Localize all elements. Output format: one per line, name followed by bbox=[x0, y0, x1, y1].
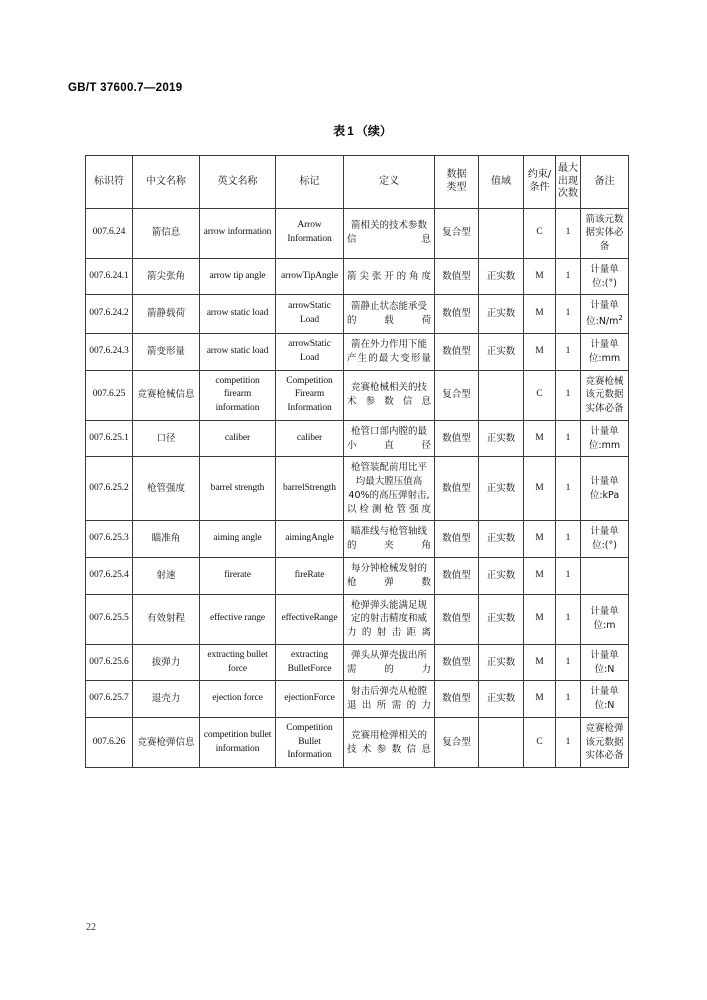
cell-chinese-name: 箭信息 bbox=[133, 208, 200, 258]
cell-data-type: 数值型 bbox=[435, 521, 479, 558]
cell-tag: arrowStatic Load bbox=[276, 295, 344, 334]
cell-data-type: 复合型 bbox=[435, 370, 479, 420]
cell-identifier: 007.6.25.1 bbox=[86, 420, 133, 457]
cell-constraint: C bbox=[524, 208, 556, 258]
cell-definition: 枪弹弹头能满足规定的射击精度和威力的射击距离 bbox=[344, 594, 435, 644]
cell-definition: 射击后弹壳从枪膛退出所需的力 bbox=[344, 681, 435, 718]
cell-data-type: 数值型 bbox=[435, 420, 479, 457]
cell-english-name: effective range bbox=[200, 594, 276, 644]
table-row bbox=[86, 295, 629, 334]
header-data-type-line2: 类型 bbox=[446, 181, 467, 193]
cell-remark: 计量单位:mm bbox=[581, 334, 629, 371]
cell-english-name: competition bullet information bbox=[200, 717, 276, 767]
cell-value-domain: 正实数 bbox=[479, 594, 524, 644]
cell-data-type: 数值型 bbox=[435, 681, 479, 718]
cell-data-type: 数值型 bbox=[435, 557, 479, 594]
cell-max-occurs: 1 bbox=[556, 370, 581, 420]
cell-definition: 箭在外力作用下能产生的最大变形量 bbox=[344, 334, 435, 371]
cell-value-domain bbox=[479, 370, 524, 420]
cell-max-occurs: 1 bbox=[556, 717, 581, 767]
header-data-type-line1: 数据 bbox=[446, 169, 467, 181]
cell-constraint: M bbox=[524, 420, 556, 457]
cell-definition: 弹头从弹壳拔出所需的力 bbox=[344, 644, 435, 681]
table-row bbox=[86, 521, 629, 558]
table-caption-suffix: （续） bbox=[355, 124, 392, 138]
cell-remark: 竞赛枪弹该元数据实体必备 bbox=[581, 717, 629, 767]
cell-identifier: 007.6.25 bbox=[86, 370, 133, 420]
cell-english-name: ejection force bbox=[200, 681, 276, 718]
table-row bbox=[86, 644, 629, 681]
cell-tag: fireRate bbox=[276, 557, 344, 594]
cell-remark: 计量单位:N bbox=[581, 644, 629, 681]
cell-definition: 瞄准线与枪管轴线的夹角 bbox=[344, 521, 435, 558]
cell-definition: 箭静止状态能承受的载荷 bbox=[344, 295, 435, 334]
cell-constraint: M bbox=[524, 258, 556, 295]
table-caption-number: 1 bbox=[347, 124, 354, 138]
table-row bbox=[86, 557, 629, 594]
cell-value-domain bbox=[479, 717, 524, 767]
cell-chinese-name: 箭静载荷 bbox=[133, 295, 200, 334]
cell-remark: 计量单位:N bbox=[581, 681, 629, 718]
cell-constraint: C bbox=[524, 717, 556, 767]
cell-constraint: M bbox=[524, 457, 556, 521]
cell-data-type: 数值型 bbox=[435, 457, 479, 521]
cell-max-occurs: 1 bbox=[556, 457, 581, 521]
cell-max-occurs: 1 bbox=[556, 557, 581, 594]
cell-identifier: 007.6.25.5 bbox=[86, 594, 133, 644]
metadata-spec-table bbox=[85, 155, 629, 768]
cell-value-domain: 正实数 bbox=[479, 334, 524, 371]
cell-tag: Arrow Information bbox=[276, 208, 344, 258]
table-row bbox=[86, 681, 629, 718]
header-data-type bbox=[435, 156, 479, 209]
cell-remark: 计量单位$:N/m^2$ bbox=[581, 295, 629, 334]
cell-chinese-name: 箭变形量 bbox=[133, 334, 200, 371]
cell-constraint: M bbox=[524, 594, 556, 644]
cell-chinese-name: 射速 bbox=[133, 557, 200, 594]
cell-remark: 计量单位:mm bbox=[581, 420, 629, 457]
cell-value-domain: 正实数 bbox=[479, 295, 524, 334]
cell-constraint: M bbox=[524, 557, 556, 594]
cell-english-name: arrow static load bbox=[200, 334, 276, 371]
table-row bbox=[86, 258, 629, 295]
table-row bbox=[86, 457, 629, 521]
cell-max-occurs: 1 bbox=[556, 258, 581, 295]
cell-definition: 箭尖张开的角度 bbox=[344, 258, 435, 295]
cell-value-domain: 正实数 bbox=[479, 644, 524, 681]
cell-english-name: arrow tip angle bbox=[200, 258, 276, 295]
cell-identifier: 007.6.25.7 bbox=[86, 681, 133, 718]
cell-english-name: caliber bbox=[200, 420, 276, 457]
cell-value-domain: 正实数 bbox=[479, 681, 524, 718]
header-remarks: 备注 bbox=[581, 156, 629, 209]
cell-definition: 枪管装配前用比平均最大膛压值高 40%的高压弹射击,以检测枪管强度 bbox=[344, 457, 435, 521]
header-english-name: 英文名称 bbox=[200, 156, 276, 209]
table-header bbox=[86, 156, 629, 209]
header-max-occurs-line2: 出现 bbox=[558, 175, 578, 187]
cell-identifier: 007.6.25.3 bbox=[86, 521, 133, 558]
header-max-occurs-line1: 最大 bbox=[558, 163, 578, 174]
cell-tag: arrowStatic Load bbox=[276, 334, 344, 371]
cell-identifier: 007.6.24.3 bbox=[86, 334, 133, 371]
header-value-domain: 值域 bbox=[479, 156, 524, 209]
cell-definition: 竞赛枪械相关的技术参数信息 bbox=[344, 370, 435, 420]
cell-data-type: 数值型 bbox=[435, 334, 479, 371]
cell-tag: Competition Firearm Information bbox=[276, 370, 344, 420]
header-definition: 定义 bbox=[344, 156, 435, 209]
table-row bbox=[86, 717, 629, 767]
cell-english-name: arrow static load bbox=[200, 295, 276, 334]
table-row bbox=[86, 334, 629, 371]
cell-identifier: 007.6.24 bbox=[86, 208, 133, 258]
table-caption bbox=[0, 122, 707, 139]
cell-data-type: 数值型 bbox=[435, 594, 479, 644]
cell-constraint: M bbox=[524, 334, 556, 371]
cell-chinese-name: 瞄准角 bbox=[133, 521, 200, 558]
cell-definition: 箭相关的技术参数信息 bbox=[344, 208, 435, 258]
table-header-row bbox=[86, 156, 629, 209]
header-identifier: 标识符 bbox=[86, 156, 133, 209]
cell-definition: 每分钟枪械发射的枪弹数 bbox=[344, 557, 435, 594]
cell-tag: extracting BulletForce bbox=[276, 644, 344, 681]
cell-remark bbox=[581, 557, 629, 594]
cell-identifier: 007.6.25.4 bbox=[86, 557, 133, 594]
cell-chinese-name: 竞赛枪械信息 bbox=[133, 370, 200, 420]
header-chinese-name: 中文名称 bbox=[133, 156, 200, 209]
cell-tag: arrowTipAngle bbox=[276, 258, 344, 295]
cell-value-domain: 正实数 bbox=[479, 557, 524, 594]
cell-max-occurs: 1 bbox=[556, 594, 581, 644]
cell-tag: caliber bbox=[276, 420, 344, 457]
cell-data-type: 数值型 bbox=[435, 295, 479, 334]
spec-table-container bbox=[85, 155, 622, 768]
cell-chinese-name: 口径 bbox=[133, 420, 200, 457]
page-number: 22 bbox=[86, 922, 96, 933]
table-row bbox=[86, 420, 629, 457]
header-constraint bbox=[524, 156, 556, 209]
header-constraint-line2: 条件 bbox=[529, 181, 550, 193]
cell-english-name: competition firearm information bbox=[200, 370, 276, 420]
standard-code-header: GB/T 37600.7—2019 bbox=[68, 82, 183, 94]
table-row bbox=[86, 208, 629, 258]
cell-data-type: 复合型 bbox=[435, 717, 479, 767]
cell-value-domain: 正实数 bbox=[479, 420, 524, 457]
table-caption-prefix: 表 bbox=[333, 124, 346, 138]
cell-constraint: M bbox=[524, 295, 556, 334]
cell-max-occurs: 1 bbox=[556, 334, 581, 371]
header-constraint-line1: 约束/ bbox=[527, 169, 552, 181]
cell-english-name: aiming angle bbox=[200, 521, 276, 558]
cell-constraint: C bbox=[524, 370, 556, 420]
header-max-occurs-line3: 次数 bbox=[558, 188, 578, 199]
cell-max-occurs: 1 bbox=[556, 208, 581, 258]
cell-max-occurs: 1 bbox=[556, 521, 581, 558]
cell-chinese-name: 退壳力 bbox=[133, 681, 200, 718]
cell-constraint: M bbox=[524, 644, 556, 681]
cell-remark: 竞赛枪械该元数据实体必备 bbox=[581, 370, 629, 420]
cell-max-occurs: 1 bbox=[556, 644, 581, 681]
cell-chinese-name: 拔弹力 bbox=[133, 644, 200, 681]
cell-max-occurs: 1 bbox=[556, 420, 581, 457]
cell-identifier: 007.6.24.1 bbox=[86, 258, 133, 295]
cell-value-domain bbox=[479, 208, 524, 258]
table-body bbox=[86, 208, 629, 768]
cell-tag: effectiveRange bbox=[276, 594, 344, 644]
cell-identifier: 007.6.26 bbox=[86, 717, 133, 767]
cell-value-domain: 正实数 bbox=[479, 521, 524, 558]
cell-constraint: M bbox=[524, 681, 556, 718]
cell-english-name: barrel strength bbox=[200, 457, 276, 521]
cell-definition: 竞赛用枪弹相关的技术参数信息 bbox=[344, 717, 435, 767]
cell-data-type: 数值型 bbox=[435, 258, 479, 295]
cell-chinese-name: 竞赛枪弹信息 bbox=[133, 717, 200, 767]
cell-remark: 计量单位:(°) bbox=[581, 521, 629, 558]
cell-constraint: M bbox=[524, 521, 556, 558]
header-tag: 标记 bbox=[276, 156, 344, 209]
cell-data-type: 数值型 bbox=[435, 644, 479, 681]
cell-value-domain: 正实数 bbox=[479, 457, 524, 521]
cell-max-occurs: 1 bbox=[556, 681, 581, 718]
cell-identifier: 007.6.25.6 bbox=[86, 644, 133, 681]
cell-english-name: arrow information bbox=[200, 208, 276, 258]
cell-chinese-name: 箭尖张角 bbox=[133, 258, 200, 295]
cell-remark: 计量单位:(°) bbox=[581, 258, 629, 295]
cell-tag: ejectionForce bbox=[276, 681, 344, 718]
cell-max-occurs: 1 bbox=[556, 295, 581, 334]
cell-english-name: firerate bbox=[200, 557, 276, 594]
cell-identifier: 007.6.25.2 bbox=[86, 457, 133, 521]
table-row bbox=[86, 370, 629, 420]
cell-remark: 计量单位:kPa bbox=[581, 457, 629, 521]
cell-tag: Competition Bullet Information bbox=[276, 717, 344, 767]
cell-remark: 箭该元数据实体必备 bbox=[581, 208, 629, 258]
table-row bbox=[86, 594, 629, 644]
cell-english-name: extracting bullet force bbox=[200, 644, 276, 681]
cell-definition: 枪管口部内膛的最小直径 bbox=[344, 420, 435, 457]
cell-tag: aimingAngle bbox=[276, 521, 344, 558]
cell-chinese-name: 枪管强度 bbox=[133, 457, 200, 521]
cell-value-domain: 正实数 bbox=[479, 258, 524, 295]
cell-chinese-name: 有效射程 bbox=[133, 594, 200, 644]
cell-identifier: 007.6.24.2 bbox=[86, 295, 133, 334]
cell-tag: barrelStrength bbox=[276, 457, 344, 521]
cell-remark: 计量单位:m bbox=[581, 594, 629, 644]
header-max-occurs bbox=[556, 156, 581, 209]
cell-data-type: 复合型 bbox=[435, 208, 479, 258]
